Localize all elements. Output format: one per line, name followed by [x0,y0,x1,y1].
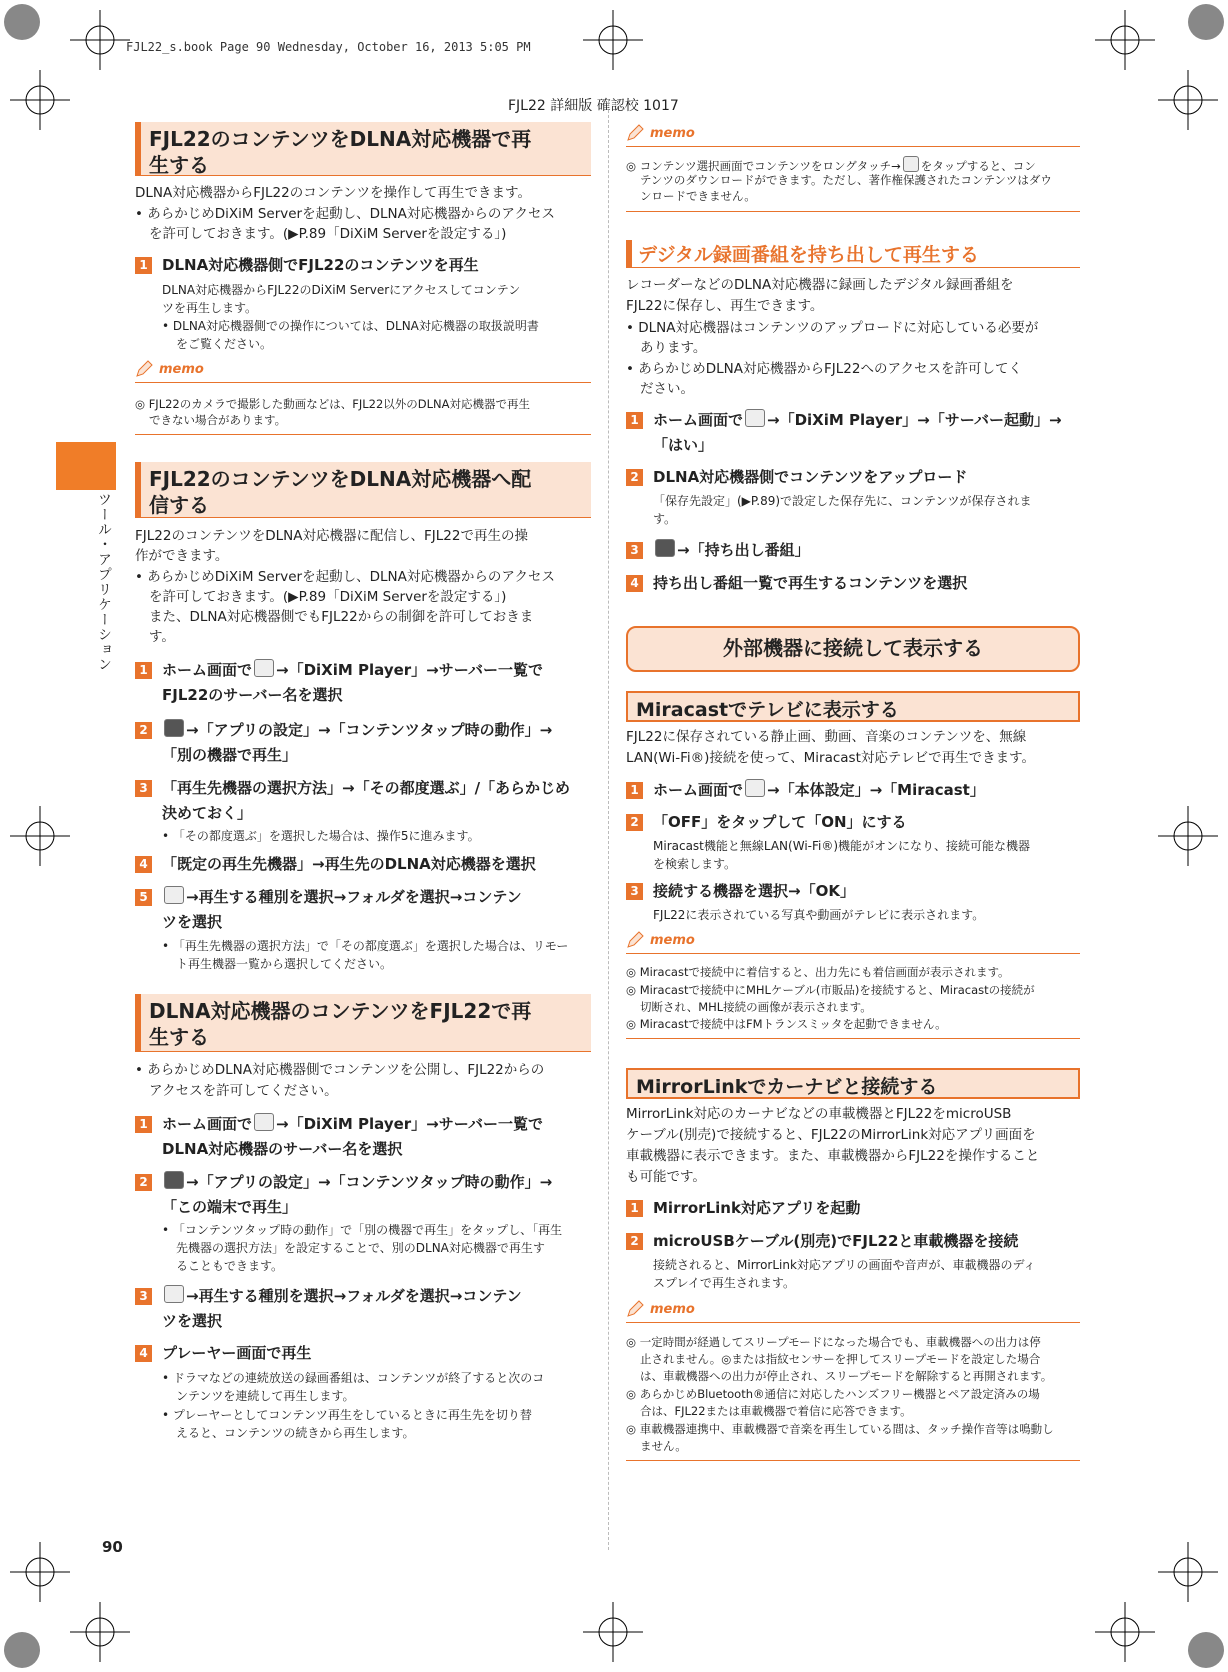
step-cont: DLNA対応機器のサーバー名を選択 [162,1140,403,1158]
bullet: • あらかじめDLNA対応機器側でコンテンツを公開し、FJL22からの [135,1062,545,1078]
memo-text: ◎ FJL22のカメラで撮影した動画などは、FJL22以外のDLNA対応機器で再生 [135,397,531,411]
paragraph: ケーブル(別売)で接続すると、FJL22のMirrorLink対応アプリ画面を [626,1127,1036,1143]
bullet-cont: あります。 [640,340,707,356]
bullet: • あらかじめDiXiM Serverを起動し、DLNA対応機器からのアクセス [135,206,555,222]
memo-text: ◎ 車載機器連携中、車載機器で音楽を再生している間は、タッチ操作音等は鳴動し [626,1422,1054,1436]
menu-key-icon [164,1171,184,1189]
menu-key-icon [164,719,184,737]
memo-text: 合は、FJL22または車載機器で着信に応答できます。 [640,1404,912,1418]
memo-text: できない場合があります。 [149,413,287,427]
step-2: 2 DLNA対応機器側でコンテンツをアップロード [626,464,967,490]
step-note: • 「再生先機器の選択方法」で「その都度選ぶ」を選択した場合は、リモー [162,939,569,953]
pencil-icon [626,1300,644,1318]
pencil-icon [626,124,644,142]
paragraph: 作ができます。 [135,548,229,564]
memo-text: ◎ Miracastで接続中に着信すると、出力先にも着信画面が表示されます。 [626,965,1010,979]
step-note: 先機器の選択方法」を設定することで、別のDLNA対応機器で再生す [176,1241,545,1255]
step-note: FJL22に表示されている写真や動画がテレビに表示されます。 [653,908,985,922]
back-key-icon [164,1285,184,1303]
step-desc: DLNA対応機器からFJL22のDiXiM Serverにアクセスしてコンテン [162,283,521,297]
bullet-cont: を許可しておきます。(▶P.89「DiXiM Serverを設定する」) [149,589,507,605]
step-2: 2 →「アプリの設定」→「コンテンツタップ時の動作」→ [135,717,552,743]
step-desc: ツを再生します。 [162,301,258,315]
paragraph: も可能です。 [626,1169,706,1185]
step-1: 1 ホーム画面で →「本体設定」→「Miracast」 [626,777,985,803]
memo-end [135,434,591,435]
memo-text: ンロードできません。 [640,189,756,203]
step-4: 4 持ち出し番組一覧で再生するコンテンツを選択 [626,570,967,596]
step-note: えると、コンテンツの続きから再生します。 [176,1426,415,1440]
bullet-cont: アクセスを許可してください。 [149,1083,338,1099]
step-3: 3 接続する機器を選択→「OK」 [626,878,855,904]
chapter-tab [56,442,116,490]
step-note: ンテンツを連続して再生します。 [176,1389,355,1403]
step-note: • DLNA対応機器側での操作については、DLNA対応機器の取扱説明書 [162,319,539,333]
download-icon [903,156,919,172]
memo-text: ◎ Miracastで接続中はFMトランスミッタを起動できません。 [626,1017,947,1031]
step-note: スプレイで再生されます。 [653,1276,795,1290]
step-1: 1 ホーム画面で →「DiXiM Player」→サーバー一覧で [135,657,543,683]
memo-header: memo [135,370,591,383]
step-note: ることもできます。 [176,1259,284,1273]
section-title-2: FJL22のコンテンツをDLNA対応機器へ配 信する [135,462,591,518]
step-note: をご覧ください。 [176,337,273,351]
back-key-icon [164,886,184,904]
bullet-cont: また、DLNA対応機器側でもFJL22からの制御を許可しておきま [149,609,534,625]
memo-text: 止されません。◎または指紋センサーを押してスリープモードを設定した場合 [640,1352,1041,1366]
step-note: • プレーヤーとしてコンテンツ再生をしているときに再生先を切り替 [162,1408,532,1422]
step-2: 2 →「アプリの設定」→「コンテンツタップ時の動作」→ [135,1169,552,1195]
memo-text: ◎ あらかじめBluetooth®通信に対応したハンズフリー機器とペア設定済みの場 [626,1387,1040,1401]
section-title-4: デジタル録画番組を持ち出して再生する [626,240,1080,268]
step-2: 2 「OFF」をタップして「ON」にする [626,809,907,835]
bullet: • あらかじめDiXiM Serverを起動し、DLNA対応機器からのアクセス [135,569,555,585]
menu-list-icon [745,779,765,797]
paragraph: DLNA対応機器からFJL22のコンテンツを操作して再生できます。 [135,185,531,201]
step-5: 5 →再生する種別を選択→フォルダを選択→コンテン [135,884,522,910]
step-note: • 「コンテンツタップ時の動作」で「別の機器で再生」をタップし、「再生 [162,1223,563,1237]
step-cont: 「はい」 [653,436,714,454]
step-3: 3 「再生先機器の選択方法」→「その都度選ぶ」/「あらかじめ [135,775,570,801]
book-info-line: FJL22_s.book Page 90 Wednesday, October 16, 2013 5:05 PM [126,40,531,54]
paragraph: 車載機器に表示できます。また、車載機器からFJL22を操作すること [626,1148,1040,1164]
app-grid-icon [745,409,765,427]
step-note: Miracast機能と無線LAN(Wi-Fi®)機能がオンになり、接続可能な機器 [653,839,1031,853]
step-note: • 「その都度選ぶ」を選択した場合は、操作5に進みます。 [162,829,480,843]
memo-text: テンツのダウンロードができます。ただし、著作権保護されたコンテンツはダウ [640,173,1052,187]
bullet-cont: ださい。 [640,381,694,397]
bullet: • あらかじめDLNA対応機器からFJL22へのアクセスを許可してく [626,361,1023,377]
paragraph: LAN(Wi-Fi®)接続を使って、Miracast対応テレビで再生できます。 [626,750,1036,766]
paragraph: レコーダーなどのDLNA対応機器に録画したデジタル録画番組を [626,277,1014,293]
step-1: 1 DLNA対応機器側でFJL22のコンテンツを再生 [135,252,479,278]
column-divider [608,110,609,1550]
memo-text: ◎ 一定時間が経過してスリープモードになった場合でも、車載機器への出力は停 [626,1335,1041,1349]
bullet-cont: す。 [149,629,175,645]
page-number: 90 [102,1538,123,1556]
step-note: ト再生機器一覧から選択してください。 [176,957,393,971]
paragraph: MirrorLink対応のカーナビなどの車載機器とFJL22をmicroUSB [626,1106,1012,1122]
step-3: 3 →再生する種別を選択→フォルダを選択→コンテン [135,1283,522,1309]
step-cont: 「この端末で再生」 [162,1198,298,1216]
memo-header: memo [626,134,1080,147]
section-title-6: MirrorLinkでカーナビと接続する [626,1068,1080,1099]
step-note: 「保存先設定」(▶P.89)で設定した保存先に、コンテンツが保存されま [653,494,1032,508]
step-1: 1 MirrorLink対応アプリを起動 [626,1195,860,1221]
memo-text: ◎ Miracastで接続中にMHLケーブル(市販品)を接続すると、Miracastの接続が [626,983,1035,997]
step-cont: ツを選択 [162,1312,223,1330]
step-2: 2 microUSBケーブル(別売)でFJL22と車載機器を接続 [626,1228,1018,1254]
memo-text: は、車載機器への出力が停止され、スリープモードを解除すると再開されます。 [640,1369,1053,1383]
pencil-icon [626,931,644,949]
step-note: す。 [653,512,677,526]
section-title-1: FJL22のコンテンツをDLNA対応機器で再 生する [135,122,591,176]
paragraph: FJL22に保存されている静止画、動画、音楽のコンテンツを、無線 [626,729,1027,745]
memo-end [626,211,1080,212]
proof-label: FJL22 詳細版 確認校 1017 [508,98,679,114]
memo-header: memo [626,1310,1080,1323]
step-1: 1 ホーム画面で →「DiXiM Player」→「サーバー起動」→ [626,407,1062,433]
step-cont: 決めておく」 [162,804,253,822]
step-note: • ドラマなどの連続放送の録画番組は、コンテンツが終了すると次のコ [162,1371,545,1385]
memo-text: ◎ コンテンツ選択画面でコンテンツをロングタッチ→ をタップすると、コン [626,156,1036,175]
section-title-3: DLNA対応機器のコンテンツをFJL22で再 生する [135,994,591,1052]
app-grid-icon [254,1113,274,1131]
chapter-subtitle: 外部機器に接続して表示する [626,626,1080,672]
paragraph: FJL22に保存し、再生できます。 [626,298,824,314]
section-title-5: Miracastでテレビに表示する [626,691,1080,722]
bullet: • DLNA対応機器はコンテンツのアップロードに対応している必要が [626,320,1039,336]
step-note: を検索します。 [653,857,737,871]
step-note: 接続されると、MirrorLink対応アプリの画面や音声が、車載機器のディ [653,1258,1036,1272]
step-1: 1 ホーム画面で →「DiXiM Player」→サーバー一覧で [135,1111,543,1137]
memo-end [626,1460,1080,1461]
step-4: 4 プレーヤー画面で再生 [135,1340,311,1366]
memo-text: ません。 [640,1439,687,1453]
memo-header: memo [626,941,1080,954]
step-cont: FJL22のサーバー名を選択 [162,686,343,704]
chapter-label: ツール・アプリケーション [96,492,112,672]
step-3: 3 →「持ち出し番組」 [626,537,810,563]
menu-key-icon [655,539,675,557]
step-cont: 「別の機器で再生」 [162,746,298,764]
paragraph: FJL22のコンテンツをDLNA対応機器に配信し、FJL22で再生の操 [135,528,528,544]
bullet-cont: を許可しておきます。(▶P.89「DiXiM Serverを設定する」) [149,226,507,242]
step-cont: ツを選択 [162,913,223,931]
memo-end [626,1038,1080,1039]
app-grid-icon [254,659,274,677]
step-4: 4 「既定の再生先機器」→再生先のDLNA対応機器を選択 [135,851,536,877]
memo-text: 切断され、MHL接続の画像が表示されます。 [640,1000,872,1014]
pencil-icon [135,360,153,378]
